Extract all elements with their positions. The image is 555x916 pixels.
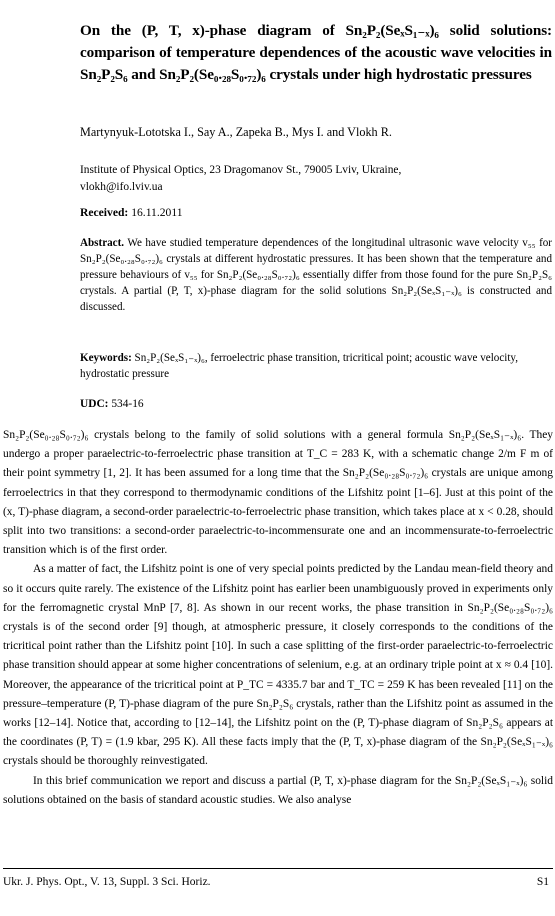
received-label: Received: [80,206,129,219]
received-date: 16.11.2011 [131,206,183,219]
body-paragraph-3: In this brief communication we report and discuss a partial (P, T, x)-phase diagram for the Sn₂P₂(SeₓS₁₋ₓ)₆ solid solutions obtained on the basis of standard acoustic studies. We also analyse [3,774,553,806]
body-text [3,426,553,810]
journal-citation: Ukr. J. Phys. Opt., V. 13, Suppl. 3 Sci. Horiz. [3,876,211,888]
udc-value: 534-16 [111,398,144,410]
abstract [80,235,552,315]
received-date-line [80,206,183,219]
affiliation-block [80,162,550,196]
udc-line [80,398,144,410]
abstract-text: We have studied temperature dependences of the longitudinal ultrasonic wave velocity v₅₅ for Sn₂P₂(Se₀.₂₈S₀.₇₂)₆ crystals at different hydrostatic pressures. It has been shown that the temperature and pressure behaviours of v₅₅ for Sn₂P₂(Se₀.₂₈S₀.₇₂)₆ essentially differ from those found for the pure Sn₂P₂S₆ crystals. A partial (P, T, x)-phase diagram for the solid solutions Sn₂P₂(SeₓS₁₋ₓ)₆ is constructed and discussed. [80,237,553,313]
contact-email[interactable]: vlokh@ifo.lviv.ua [80,181,163,193]
affiliation: Institute of Physical Optics, 23 Dragomanov St., 79005 Lviv, Ukraine, [80,164,402,176]
author-list: Martynyuk-Lototska I., Say A., Zapeka B., Mys I. and Vlokh R. [80,125,392,139]
body-paragraph-1: Sn₂P₂(Se₀.₂₈S₀.₇₂)₆ crystals belong to the family of solid solutions with a general formula Sn₂P₂(SeₓS₁₋ₓ)₆. They undergo a proper paraelectric-to-ferroelectric phase transition at T_C = 283 K, with a schematic change 2/m F m of their point symmetry [1, 2]. It has been assumed for a long time that the Sn₂P₂(Se₀.₂₈S₀.₇₂)₆ crystals are unique among ferroelectrics in that they correspond to thermodynamic conditions of the Lifshitz point [1–6]. Just at this point of the (x, T)-phase diagram, a second-order paraelectric-to-ferroelectric phase transition, which takes place at x < 0.28, should split into two transitions: a second-order paraelectric-to-incommensurate one and an incommensurate-to-ferroelectric transition which is of the first order. [3,429,553,557]
keywords-text: Sn₂P₂(SeₓS₁₋ₓ)₆, ferroelectric phase transition, tricritical point; acoustic wave velocity, hydrostatic pressure [80,352,519,380]
body-paragraph-2: As a matter of fact, the Lifshitz point is one of very special points predicted by the Landau mean-field theory and so it occurs quite rarely. The existence of the Lifshitz point has earlier been unambiguously proved in experiments only for the ferromagnetic crystal MnP [7, 8]. As shown in our recent works, the phase transition in Sn₂P₂(Se₀.₂₈S₀.₇₂)₆ crystals is of the second order [9] though, at atmospheric pressure, it closely corresponds to the conditions of the tricritical point rather than the Lifshitz point [10]. In such a case splitting of the first-order paraelectric-to-ferroelectric phase transition should appear at some higher concentrations of selenium, e.g. at an ordinary triple point at x ≈ 0.4 [10]. Moreover, the appearance of the tricritical point at P_TC = 4335.7 bar and T_TC = 259 K has been revealed [11] on the pressure–temperature (P, T)-phase diagram of the pure Sn₂P₂S₆ crystals, rather than the Lifshitz point as assumed in the works [12–14]. Notice that, according to [12–14], the Lifshitz point on the (P, T)-phase diagram of Sn₂P₂S₆ appears at the coordinates (P, T) = (1.9 kbar, 295 K). All these facts imply that the (P, T, x)-phase diagram of the Sn₂P₂(SeₓS₁₋ₓ)₆ crystals should be thoroughly reinvestigated. [3,563,553,768]
udc-label: UDC: [80,398,109,410]
keywords [80,350,552,382]
footer-divider [3,868,553,869]
paper-title: On the (P, T, x)-phase diagram of Sn₂P₂(SeₓS₁₋ₓ)₆ solid solutions: comparison of temperature dependences of the acoustic wave velocities in Sn₂P₂S₆ and Sn₂P₂(Se₀.₂₈S₀.₇₂)₆ crystals under high hydrostatic pressures [80,22,552,83]
page-number: S1 [536,876,549,888]
paper-header [80,20,552,86]
abstract-label: Abstract. [80,237,125,249]
keywords-label: Keywords: [80,352,132,364]
